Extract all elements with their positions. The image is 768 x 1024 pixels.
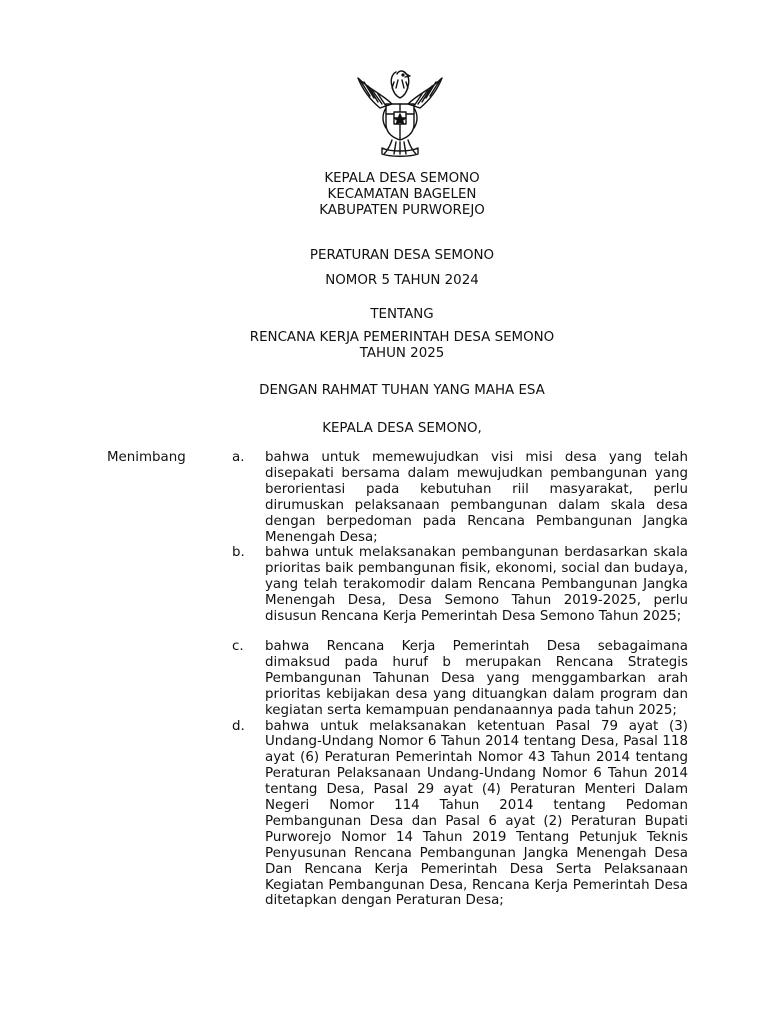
tentang-label: TENTANG bbox=[370, 307, 434, 322]
heading-line-2: KECAMATAN BAGELEN bbox=[327, 186, 477, 202]
menimbang-label: Menimbang bbox=[107, 450, 186, 465]
regulation-number: NOMOR 5 TAHUN 2024 bbox=[325, 273, 479, 288]
document-heading bbox=[0, 171, 768, 219]
heading-line-3: KABUPATEN PURWOREJO bbox=[319, 202, 485, 218]
item-text: bahwa untuk melaksanakan ketentuan Pasal 79 ayat (3) Undang-Undang Nomor 6 Tahun 2014 tentang Desa, Pasal 118 ayat (6) Peraturan Pemerintah Nomor 43 Tahun 2014 tentang Peraturan Pelaksanaan Undang-Undang Nomor 6 Tahun 2014 tentang Desa, Pasal 29 ayat (4) Peraturan Menteri Dalam Negeri Nomor 114 Tahun 2014 tentang Pedoman Pembangunan Desa dan Pasal 6 ayat (2) Peraturan Bupati Purworejo Nomor 14 Tahun 2019 Tentang Petunjuk Teknis Penyusunan Rencana Pembangunan Jangka Menengah Desa Dan Rencana Kerja Pemerintah Desa Serta Pelaksanaan Kegiatan Pembangunan Desa, Rencana Kerja Pemerintah Desa ditetapkan dengan Peraturan Desa; bbox=[265, 718, 688, 909]
item-text: bahwa untuk memewujudkan visi misi desa yang telah disepakati bersama dalam mewujudkan pembangunan yang berorientasi pada kebutuhan riil masyarakat, perlu dirumuskan pelaksanaan pembangunan dalam skala desa dengan berpedoman pada Rencana Pembangunan Jangka Menengah Desa; bbox=[265, 450, 688, 545]
regulation-title: PERATURAN DESA SEMONO bbox=[309, 248, 495, 263]
subject-line-1: RENCANA KERJA PEMERINTAH DESA SEMONO bbox=[249, 330, 555, 345]
preamble-line: DENGAN RAHMAT TUHAN YANG MAHA ESA bbox=[259, 383, 545, 398]
menimbang-item-b bbox=[232, 545, 688, 625]
item-letter: c. bbox=[232, 638, 244, 654]
menimbang-list bbox=[232, 450, 688, 909]
heading-line-1: KEPALA DESA SEMONO bbox=[324, 171, 480, 186]
signatory-line: KEPALA DESA SEMONO, bbox=[322, 421, 482, 436]
item-letter: b. bbox=[232, 545, 245, 561]
menimbang-item-a bbox=[232, 450, 688, 545]
subject-line-2: TAHUN 2025 bbox=[359, 345, 445, 361]
garuda-emblem bbox=[352, 64, 448, 160]
item-text: bahwa untuk melaksanakan pembangunan berdasarkan skala prioritas baik pembangunan fisik, ekonomi, social dan budaya, yang telah terakomodir dalam Rencana Pembangunan Jangka Menengah Desa, Desa Semono Tahun 2019-2025, perlu disusun Rencana Kerja Pemerintah Desa Semono Tahun 2025; bbox=[265, 545, 688, 625]
menimbang-item-d bbox=[232, 719, 688, 910]
menimbang-item-c bbox=[232, 639, 688, 719]
item-text: bahwa Rencana Kerja Pemerintah Desa sebagaimana dimaksud pada huruf b merupakan Rencana Strategis Pembangunan Tahunan Desa yang menggambarkan arah prioritas kebijakan desa yang dituangkan dalam program dan kegiatan serta kemampuan pendanaannya pada tahun 2025; bbox=[265, 638, 688, 718]
item-letter: a. bbox=[232, 450, 245, 465]
regulation-subject bbox=[0, 330, 768, 362]
item-letter: d. bbox=[232, 718, 245, 734]
